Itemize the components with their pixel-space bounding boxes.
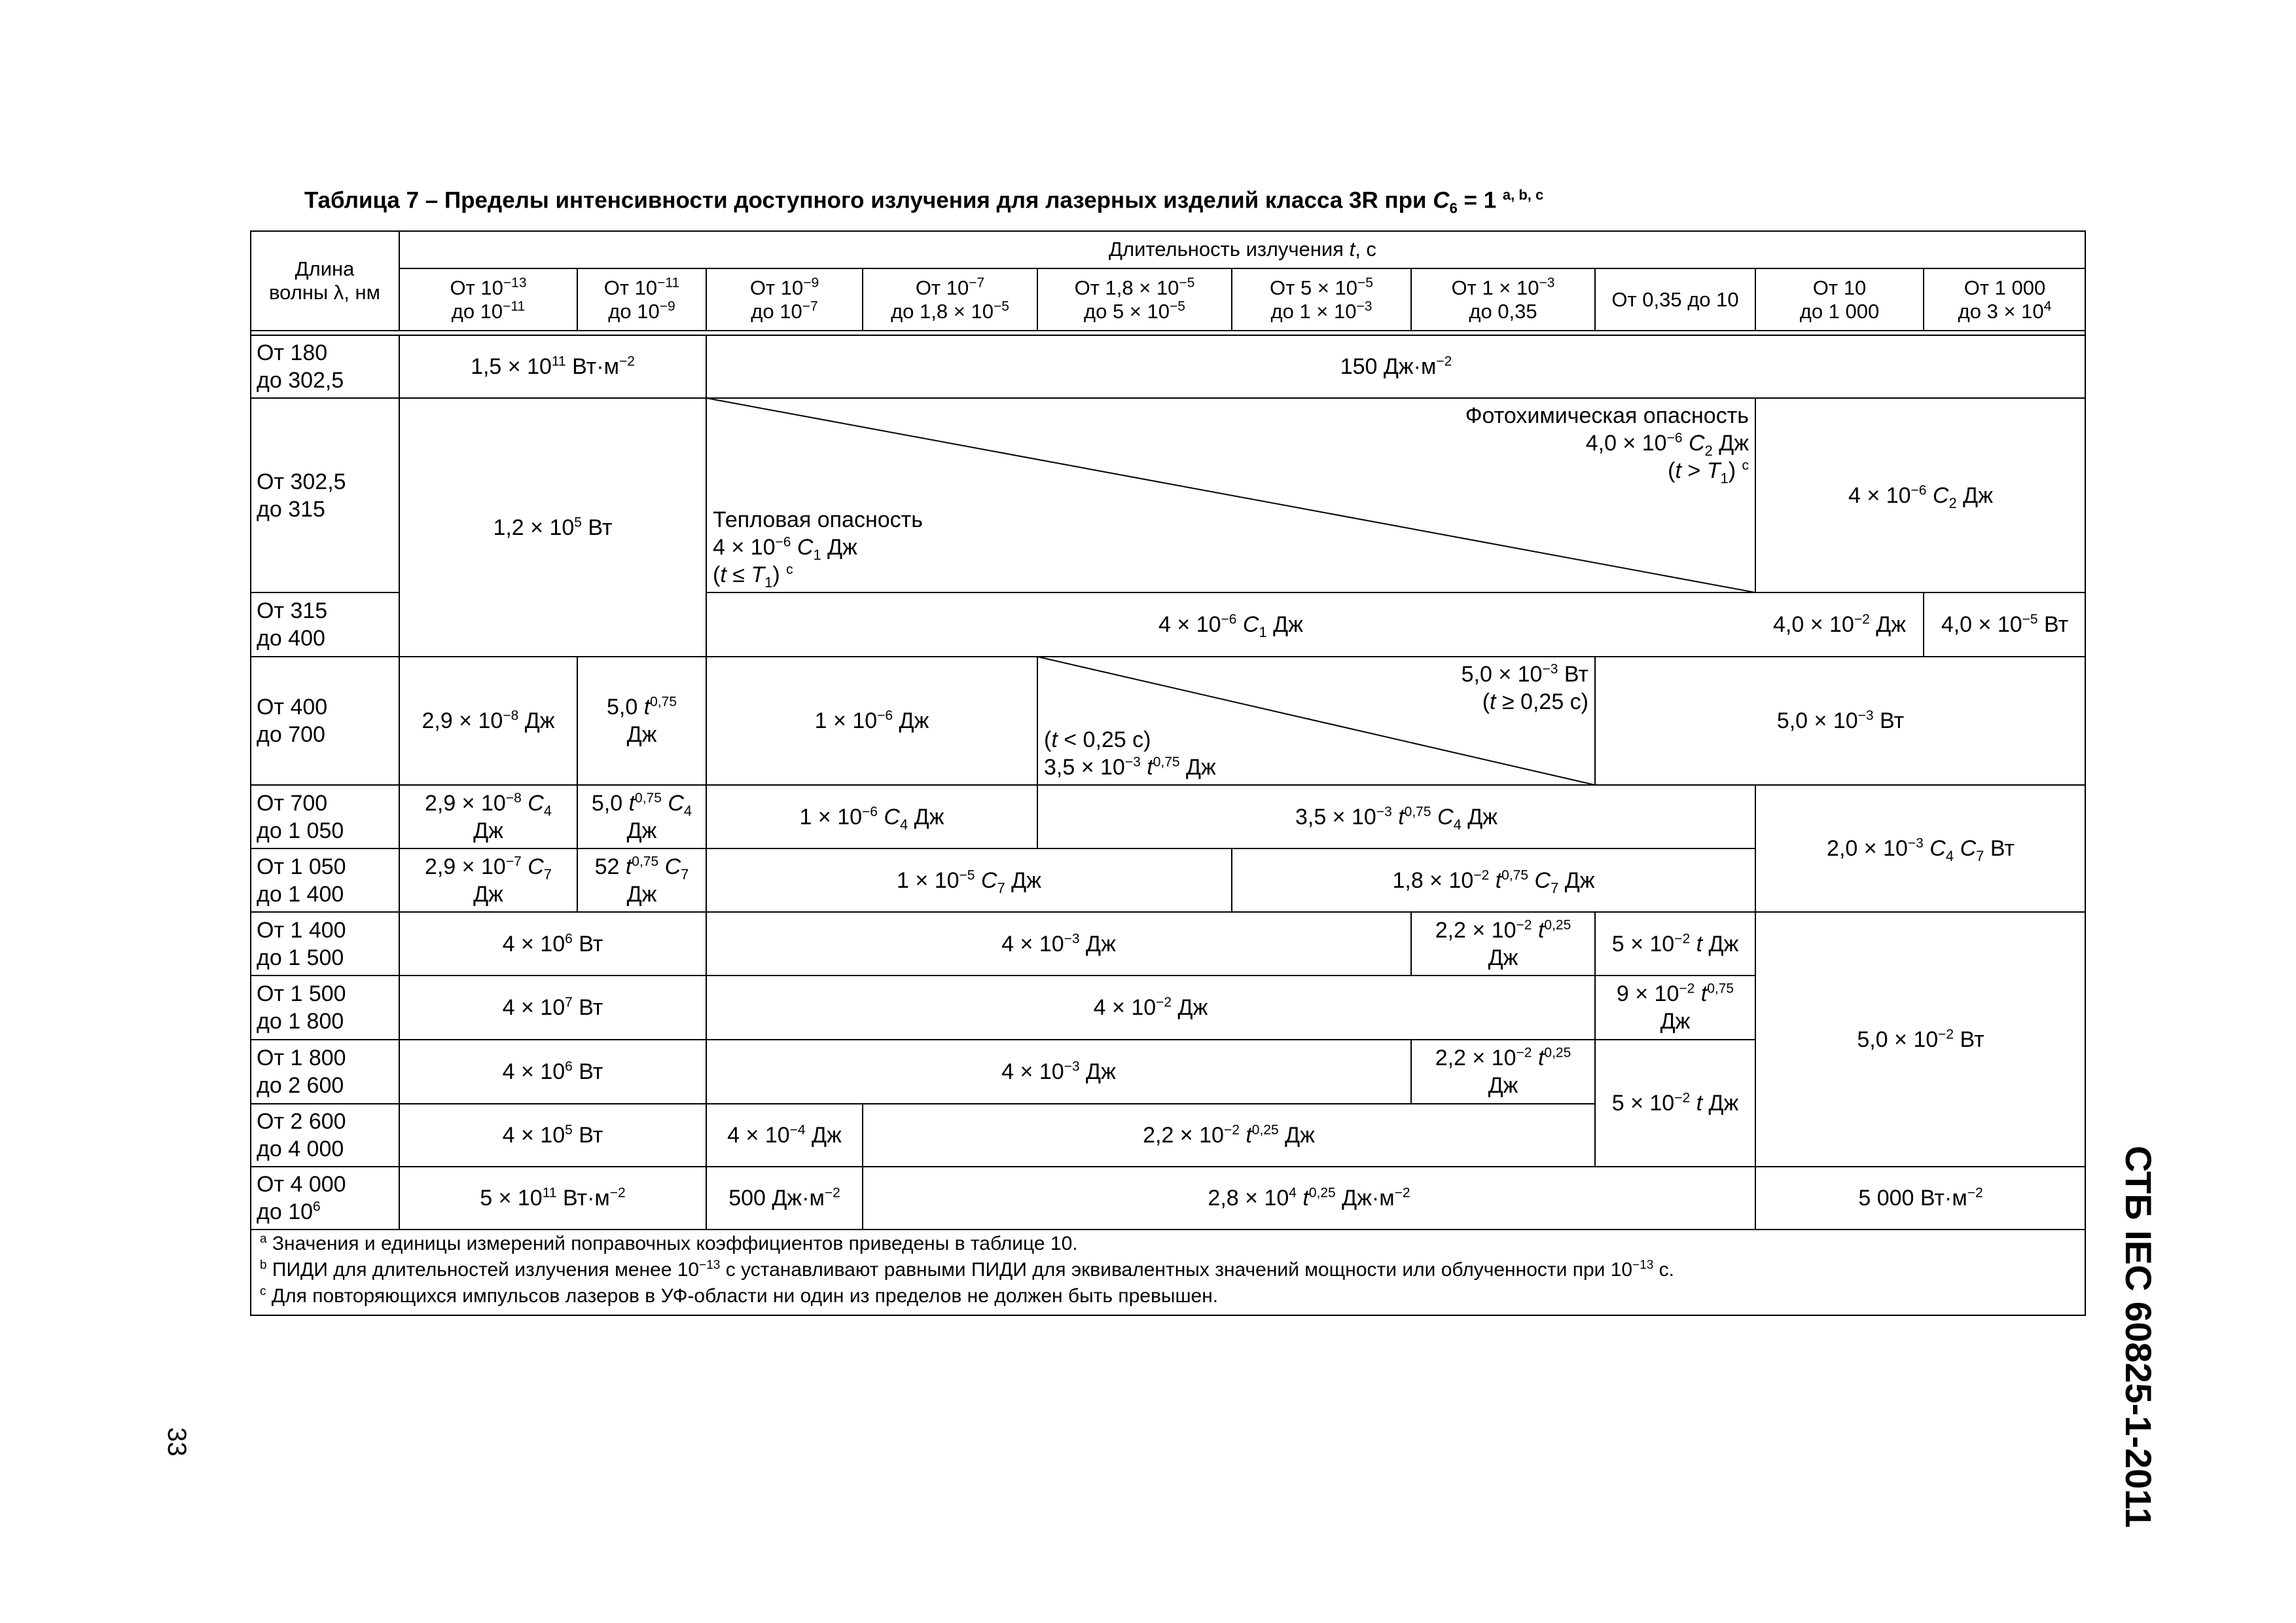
row-label-8: От 1 500 до 1 800 bbox=[257, 981, 346, 1034]
cell-r8-b: $4 \times 10^{-2}$ Дж bbox=[1093, 994, 1208, 1020]
cell-r1-b: 150 $Дж\cdot м^{-2}$ bbox=[1340, 354, 1452, 379]
table-caption: Таблица 7 – Пределы интенсивности доступного излучения для лазерных изделий класса 3R при $C_6 = 1$ $^{a, b, c}$ bbox=[304, 187, 1544, 217]
cell-r6-d: $1,8 \times 10^{-2}$ $t^{0,75}$ $C_7$ Дж bbox=[1392, 867, 1595, 896]
cell-r7-d: $5 \times 10^{-2}$ t Дж bbox=[1611, 931, 1739, 957]
cell-r6-b: 52 $t^{0,75}$ $C_7$ Дж bbox=[594, 854, 689, 907]
cell-r7-c: $2,2 \times 10^{-2}$ $t^{0,25}$ Дж bbox=[1435, 917, 1571, 970]
cell-r3-b: $4,0 \times 10^{-2}$ Дж bbox=[1772, 611, 1906, 637]
cell-r2-thermal: Тепловая опасность $4 \times 10^{-6}$ $C_1$ Дж $(t \le T_1)$ $^c$ bbox=[713, 507, 923, 591]
cell-r11-b: 500 $Дж\cdot м^{-2}$ bbox=[728, 1185, 840, 1211]
cell-r8-c: $9 \times 10^{-2}$ $t^{0,75}$ Дж bbox=[1616, 981, 1734, 1034]
cell-r11-d: 5 000 $Вт\cdot м^{-2}$ bbox=[1858, 1185, 1983, 1211]
header-col-2: От $10^{-11}$ до $10^{-9}$ bbox=[603, 275, 680, 323]
row-label-10: От 2 600 до 4 000 bbox=[257, 1109, 346, 1161]
header-col-4: От $10^{-7}$ до $1,8 \times 10^{-5}$ bbox=[891, 275, 1009, 323]
cell-r3-a: $4 \times 10^{-6}$ $C_1$ Дж bbox=[1158, 611, 1303, 640]
header-col-3: От $10^{-9}$ до $10^{-7}$ bbox=[749, 275, 819, 323]
table-footnotes bbox=[260, 1231, 1674, 1309]
header-duration: Длительность излучения t, с bbox=[1109, 238, 1376, 261]
cell-r4-upper: $5,0 \times 10^{-3}$ Вт (t ≥ 0,25 с) bbox=[1461, 661, 1588, 714]
cell-r5-c: $1 \times 10^{-6}$ $C_4$ Дж bbox=[799, 804, 944, 833]
footnote-a: $^a$ Значения и единицы измерений поправочных коэффициентов приведены в таблице 10. bbox=[260, 1232, 1078, 1254]
row-label-5: От 700 до 1 050 bbox=[257, 790, 344, 843]
cell-r2-c: $4 \times 10^{-6}$ $C_2$ Дж bbox=[1848, 483, 1993, 511]
cell-r4-lower: (t < 0,25 с) $3,5 \times 10^{-3}$ $t^{0,75}$ Дж bbox=[1044, 727, 1216, 780]
header-col-7: От $1 \times 10^{-3}$ до 0,35 bbox=[1451, 275, 1555, 323]
page-number: 33 bbox=[162, 1427, 191, 1457]
cell-r9-c: $2,2 \times 10^{-2}$ $t^{0,25}$ Дж bbox=[1435, 1045, 1571, 1098]
standard-title: СТБ IEC 60825-1-2011 bbox=[2118, 1146, 2159, 1528]
header-col-8: От 0,35 до 10 bbox=[1611, 287, 1739, 311]
cell-r4-a: $2,9 \times 10^{-8}$ Дж bbox=[422, 708, 555, 733]
header-col-5: От $1,8 \times 10^{-5}$ до $5 \times 10^{-5}$ bbox=[1074, 275, 1195, 323]
row-label-4: От 400 до 700 bbox=[257, 695, 328, 747]
cell-r5-b: 5,0 $t^{0,75}$ $C_4$ Дж bbox=[591, 790, 692, 843]
cell-r4-c: $1 \times 10^{-6}$ Дж bbox=[814, 708, 929, 733]
cell-r4-b: 5,0 $t^{0,75}$ Дж bbox=[606, 694, 677, 747]
cell-r5-d: $3,5 \times 10^{-3}$ $t^{0,75}$ $C_4$ Дж bbox=[1295, 804, 1498, 833]
cell-r9-a: $4 \times 10^6$ Вт bbox=[502, 1059, 603, 1084]
header-col-9: От 10 до 1 000 bbox=[1799, 276, 1880, 323]
cell-r2-photochemical: Фотохимическая опасность $4,0 \times 10^{-6}$ $C_2$ Дж $(t > T_1)$ $^c$ bbox=[1465, 403, 1749, 486]
footnote-b: $^b$ ПИДИ для длительностей излучения менее $10^{-13}$ с устанавливают равными ПИДИ для эквивалентных значений мощности или облученности при $10^{-13}$ с. bbox=[260, 1258, 1675, 1281]
header-wavelength: Длина волны λ, нм bbox=[269, 257, 380, 304]
cell-r1-a: $1,5 \times 10^{11}$ $Вт\cdot м^{-2}$ bbox=[471, 354, 635, 379]
cell-r10-a: $4 \times 10^5$ Вт bbox=[502, 1122, 603, 1148]
cell-r2-a: $1,2 \times 10^5$ Вт bbox=[493, 515, 613, 540]
row-label-2: От 302,5 до 315 bbox=[257, 469, 346, 522]
header-col-1: От $10^{-13}$ до $10^{-11}$ bbox=[450, 275, 527, 323]
row-label-9: От 1 800 до 2 600 bbox=[257, 1046, 346, 1098]
cell-r9-10-d: $5 \times 10^{-2}$ t Дж bbox=[1611, 1090, 1739, 1116]
cell-r10-b: $4 \times 10^{-4}$ Дж bbox=[727, 1122, 842, 1148]
cell-r5-6-e: $2,0 \times 10^{-3}$ $C_4$ $C_7$ Вт bbox=[1827, 835, 2015, 864]
cell-r11-a: $5 \times 10^{11}$ $Вт\cdot м^{-2}$ bbox=[480, 1185, 626, 1211]
cell-r10-c: $2,2 \times 10^{-2}$ $t^{0,25}$ Дж bbox=[1143, 1122, 1315, 1148]
row-label-3: От 315 до 400 bbox=[257, 598, 328, 651]
row-label-11: От 4 000 до $10^6$ bbox=[257, 1172, 346, 1224]
cell-r3-c: $4,0 \times 10^{-5}$ Вт bbox=[1941, 611, 2069, 637]
row-label-1: От 180 до 302,5 bbox=[257, 340, 344, 393]
header-col-6: От $5 \times 10^{-5}$ до $1 \times 10^{-3}$ bbox=[1270, 275, 1373, 323]
cell-r5-a: $2,9 \times 10^{-8}$ $C_4$ Дж bbox=[424, 790, 552, 843]
cell-r6-a: $2,9 \times 10^{-7}$ $C_7$ Дж bbox=[424, 854, 552, 907]
cell-r8-a: $4 \times 10^7$ Вт bbox=[502, 994, 603, 1020]
header-col-10: От 1 000 до $3 \times 10^4$ bbox=[1958, 276, 2052, 323]
cell-r6-c: $1 \times 10^{-5}$ $C_7$ Дж bbox=[897, 867, 1041, 896]
cell-r4-d: $5,0 \times 10^{-3}$ Вт bbox=[1776, 708, 1905, 733]
cell-r9-b: $4 \times 10^{-3}$ Дж bbox=[1001, 1059, 1116, 1084]
footnote-c: $^c$ Для повторяющихся импульсов лазеров в УФ-области ни один из пределов не должен быть превышен. bbox=[260, 1285, 1219, 1307]
row-label-7: От 1 400 до 1 500 bbox=[257, 917, 346, 970]
cell-r11-c: $2,8 \times 10^4$ $t^{0,25}$ $Дж\cdot м^{-2}$ bbox=[1208, 1185, 1410, 1211]
cell-r7-a: $4 \times 10^6$ Вт bbox=[502, 931, 603, 957]
ael-table bbox=[250, 230, 2086, 1316]
row-label-6: От 1 050 до 1 400 bbox=[257, 854, 346, 907]
cell-r7-10-e: $5,0 \times 10^{-2}$ Вт bbox=[1857, 1027, 1984, 1052]
cell-r7-b: $4 \times 10^{-3}$ Дж bbox=[1001, 931, 1116, 957]
